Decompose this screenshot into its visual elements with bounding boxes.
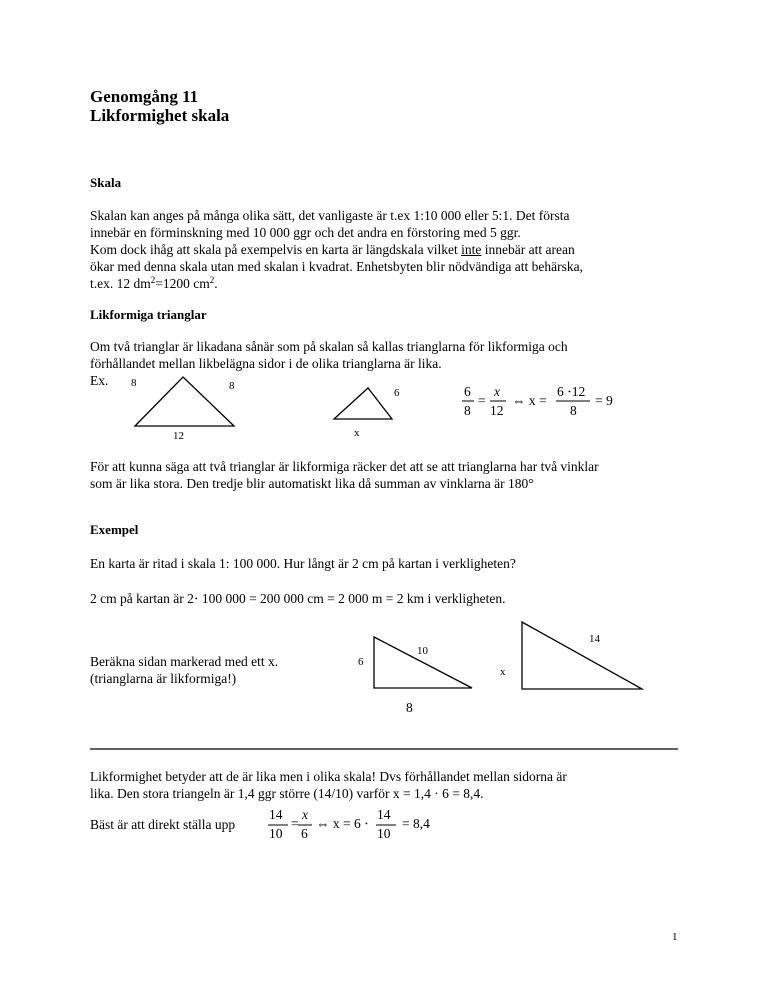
section-heading-likformiga: Likformiga trianglar	[90, 307, 207, 322]
example-label: Ex.	[90, 373, 109, 388]
eq-numerator: x	[494, 384, 500, 399]
eq-numerator: 14	[377, 807, 391, 822]
example-triangle-large	[522, 622, 642, 689]
eq-result: = 9	[595, 393, 613, 408]
paragraph-line: En karta är ritad i skala 1: 100 000. Hur långt är 2 cm på kartan i verkligheten?	[90, 556, 516, 571]
example-small-side-label: 6	[358, 656, 364, 668]
eq-denominator: 8	[570, 403, 577, 418]
text-span: t.ex. 12 dm	[90, 276, 151, 291]
underlined-word: inte	[461, 242, 482, 257]
superscript: 2	[150, 275, 156, 285]
example-small-base-label: 8	[406, 700, 413, 715]
eq-numerator: x	[302, 807, 308, 822]
paragraph-line: För att kunna säga att två trianglar är likformiga räcker det att se att trianglarna har två vinklar	[90, 459, 599, 474]
eq-numerator: 14	[269, 807, 283, 822]
eq-denominator: 8	[464, 403, 471, 418]
eq-numerator: 6 ⋅12	[557, 384, 586, 399]
paragraph-line: förhållandet mellan likbelägna sidor i de olika trianglarna är lika.	[90, 356, 442, 371]
eq-equals: =	[478, 393, 486, 408]
text-span: =1200 cm	[155, 276, 210, 291]
example-small-hyp-label: 10	[417, 645, 428, 657]
paragraph-line: 2 cm på kartan är 2⋅ 100 000 = 200 000 cm = 2 000 m = 2 km i verkligheten.	[90, 591, 506, 606]
eq-denominator: 10	[269, 826, 283, 841]
big-base-label: 12	[173, 430, 184, 442]
eq-denominator: 6	[301, 826, 308, 841]
eq-iff: ⇔ x = 6 ⋅	[316, 816, 369, 831]
text-span: innebär att arean	[481, 242, 575, 257]
paragraph-line: Om två trianglar är likadana sånär som på skalan så kallas trianglarna för likformiga och	[90, 339, 568, 354]
paragraph-line: innebär en förminskning med 10 000 ggr och det andra en förstoring med 5 ggr.	[90, 225, 521, 240]
paragraph-line: lika. Den stora triangeln är 1,4 ggr större (14/10) varför x = 1,4 · 6 = 8,4.	[90, 786, 484, 801]
text-span: .	[214, 276, 218, 291]
section-heading-exempel: Exempel	[90, 522, 139, 537]
eq-iff: ⇔ x =	[512, 393, 547, 408]
superscript: 2	[209, 275, 215, 285]
small-base-label: x	[354, 427, 360, 439]
paragraph-line: Bäst är att direkt ställa upp	[90, 817, 236, 832]
eq-equals: =	[291, 816, 299, 831]
paragraph-line: Skalan kan anges på många olika sätt, det vanligaste är t.ex 1:10 000 eller 5:1. Det första	[90, 208, 570, 223]
example-large-side-label: x	[500, 666, 506, 678]
text-span: Kom dock ihåg att skala på exempelvis en karta är längdskala vilket	[90, 242, 462, 257]
paragraph-line: (trianglarna är likformiga!)	[90, 671, 237, 686]
page-title: Genomgång 11	[90, 87, 199, 106]
example-large-hyp-label: 14	[589, 633, 600, 645]
page-subtitle: Likformighet skala	[90, 106, 230, 125]
big-left-side-label: 8	[131, 377, 137, 389]
paragraph-line: Likformighet betyder att de är lika men i olika skala! Dvs förhållandet mellan sidorna är	[90, 769, 567, 784]
small-triangle	[334, 388, 392, 419]
eq-denominator: 12	[490, 403, 504, 418]
big-right-side-label: 8	[229, 380, 235, 392]
paragraph-line: Beräkna sidan markerad med ett x.	[90, 654, 279, 669]
small-side-label: 6	[394, 387, 400, 399]
eq-result: = 8,4	[402, 816, 430, 831]
paragraph-line: som är lika stora. Den tredje blir automatiskt lika då summan av vinklarna är 180°	[90, 476, 534, 491]
section-heading-skala: Skala	[90, 175, 122, 190]
paragraph-line: ökar med denna skala utan med skalan i kvadrat. Enhetsbyten blir nödvändiga att behärska,	[90, 259, 583, 274]
eq-denominator: 10	[377, 826, 391, 841]
page-number: 1	[672, 931, 678, 943]
big-triangle	[135, 377, 234, 426]
eq-numerator: 6	[464, 384, 471, 399]
